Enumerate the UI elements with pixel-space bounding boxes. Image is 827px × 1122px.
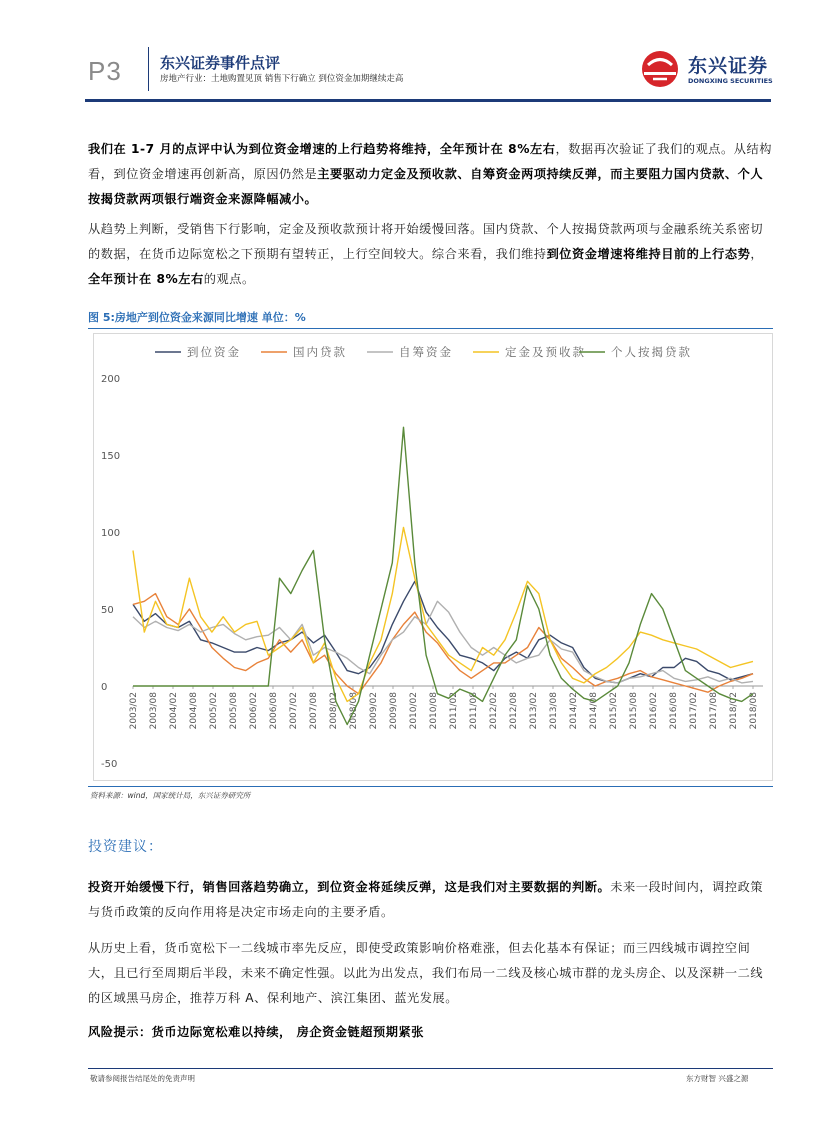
x-tick-label: 2011/02	[449, 692, 459, 730]
x-tick-label: 2006/02	[249, 692, 259, 730]
x-tick-label: 2015/02	[609, 692, 619, 730]
x-tick-label: 2017/02	[689, 692, 699, 730]
footer-rule	[88, 1068, 773, 1069]
para1-bold-a: 我们在 1-7 月的点评中认为到位资金增速的上行趋势将维持，全年预计在 8%左右	[88, 142, 556, 156]
legend-label: 到位资金	[187, 345, 241, 359]
figure-title: 图 5:房地产到位资金来源同比增速 单位：%	[88, 311, 306, 324]
x-tick-label: 2008/08	[349, 692, 359, 730]
x-tick-label: 2005/08	[229, 692, 239, 730]
paragraph-5	[88, 1020, 774, 1045]
logo-english: DONGXING SECURITIES	[688, 77, 773, 85]
report-subtitle: 房地产行业：土地购置见顶 销售下行确立 到位资金加期继续走高	[160, 74, 404, 84]
funding-growth-chart	[93, 333, 773, 781]
x-tick-label: 2004/08	[189, 692, 199, 730]
x-tick-label: 2014/08	[589, 692, 599, 730]
header-rule	[85, 99, 771, 102]
x-tick-label: 2016/08	[669, 692, 679, 730]
source-rule	[88, 786, 773, 787]
x-tick-label: 2014/02	[569, 692, 579, 730]
x-tick-label: 2010/08	[429, 692, 439, 730]
series-line-1	[133, 594, 753, 694]
logo-text: 东兴证券	[688, 55, 769, 77]
y-tick-label: 50	[101, 605, 114, 616]
x-tick-label: 2007/08	[309, 692, 319, 730]
x-tick-label: 2011/08	[469, 692, 479, 730]
paragraph-4	[88, 936, 774, 1011]
x-tick-label: 2009/08	[389, 692, 399, 730]
y-tick-label: 100	[101, 528, 121, 539]
paragraph-3	[88, 875, 774, 925]
x-tick-label: 2013/02	[529, 692, 539, 730]
section-title: 投资建议：	[88, 839, 163, 855]
y-tick-label: 150	[101, 451, 121, 462]
legend-label: 个人按揭贷款	[611, 345, 692, 359]
footer-slogan: 东方财智 兴盛之源	[686, 1074, 749, 1083]
x-tick-label: 2004/02	[169, 692, 179, 730]
x-tick-label: 2012/02	[489, 692, 499, 730]
risk-note: 风险提示：货币边际宽松难以持续， 房企资金链超预期紧张	[88, 1025, 424, 1039]
x-tick-label: 2007/02	[289, 692, 299, 730]
y-tick-label: 0	[101, 682, 108, 693]
para2-bold-a: 到位资金增速将维持目前的上行态势	[546, 247, 751, 261]
para4-text: 从历史上看，货币宽松下一二线城市率先反应，即使受政策影响价格难涨，但去化基本有保证；而三四线城市调控空间大，且已行至周期后半段，未来不确定性强。以此为出发点，我们布局一二线及核心城市群的龙头房企、以及深耕一二线的区域黑马房企，推荐万科 A、保利地产、滨江集团、蓝光发展。	[88, 941, 764, 1005]
para3-bold: 投资开始缓慢下行，销售回落趋势确立，到位资金将延续反弹，这是我们对主要数据的判断。	[88, 880, 611, 894]
x-tick-label: 2006/08	[269, 692, 279, 730]
series-line-0	[133, 581, 753, 683]
x-tick-label: 2012/08	[509, 692, 519, 730]
x-tick-label: 2015/08	[629, 692, 639, 730]
footer-disclaimer: 敬请参阅报告结尾处的免责声明	[90, 1074, 195, 1083]
header-divider	[148, 47, 149, 91]
paragraph-1	[88, 137, 774, 212]
legend-label: 定金及预收款	[505, 345, 586, 359]
x-tick-label: 2010/02	[409, 692, 419, 730]
para2-end: 的观点。	[203, 272, 255, 286]
para3-text: 未来一段时间内，调控政策与货币政策的反向作用将是决定市场走向的主要矛盾。	[88, 880, 764, 919]
para2-text: 从趋势上判断，受销售下行影响，定金及预收款预计将开始缓慢回落。国内贷款、个人按揭贷款两项与金融系统关系密切的数据，在货币边际宽松之下预期有望转正，上行空间较大。综合来看，我们维持	[88, 222, 764, 261]
x-tick-label: 2013/08	[549, 692, 559, 730]
para2-sep: ，	[750, 247, 764, 261]
series-line-3	[133, 527, 753, 701]
page-number: P3	[88, 56, 122, 86]
para1-bold-b: 主要驱动力定金及预收款、自筹资金两项持续反弹，而主要阻力国内贷款、个人按揭贷款两项银行端资金来源降幅减小。	[88, 167, 764, 206]
paragraph-2	[88, 217, 774, 292]
x-tick-label: 2005/02	[209, 692, 219, 730]
x-tick-label: 2009/02	[369, 692, 379, 730]
series-line-4	[133, 427, 753, 724]
x-tick-label: 2008/02	[329, 692, 339, 730]
para2-bold-b: 全年预计在 8%左右	[88, 272, 204, 286]
legend-label: 自筹资金	[399, 345, 453, 359]
x-tick-label: 2016/02	[649, 692, 659, 730]
series-line-2	[133, 601, 753, 683]
para1-text: ，数据再次验证了我们的观点。从结构看，到位资金增速再创新高，原因仍然是	[88, 142, 772, 181]
figure-rule	[88, 328, 773, 329]
x-tick-label: 2003/02	[129, 692, 139, 730]
legend-label: 国内贷款	[293, 345, 347, 359]
figure-source: 资料来源：wind，国家统计局，东兴证券研究所	[90, 791, 251, 800]
x-tick-label: 2003/08	[149, 692, 159, 730]
report-title: 东兴证券事件点评	[160, 54, 281, 72]
y-tick-label: -50	[101, 759, 118, 770]
y-tick-label: 200	[101, 374, 121, 385]
x-tick-label: 2018/08	[749, 692, 759, 730]
x-tick-label: 2017/08	[709, 692, 719, 730]
logo-mark-icon	[642, 51, 678, 87]
x-tick-label: 2018/02	[729, 692, 739, 730]
